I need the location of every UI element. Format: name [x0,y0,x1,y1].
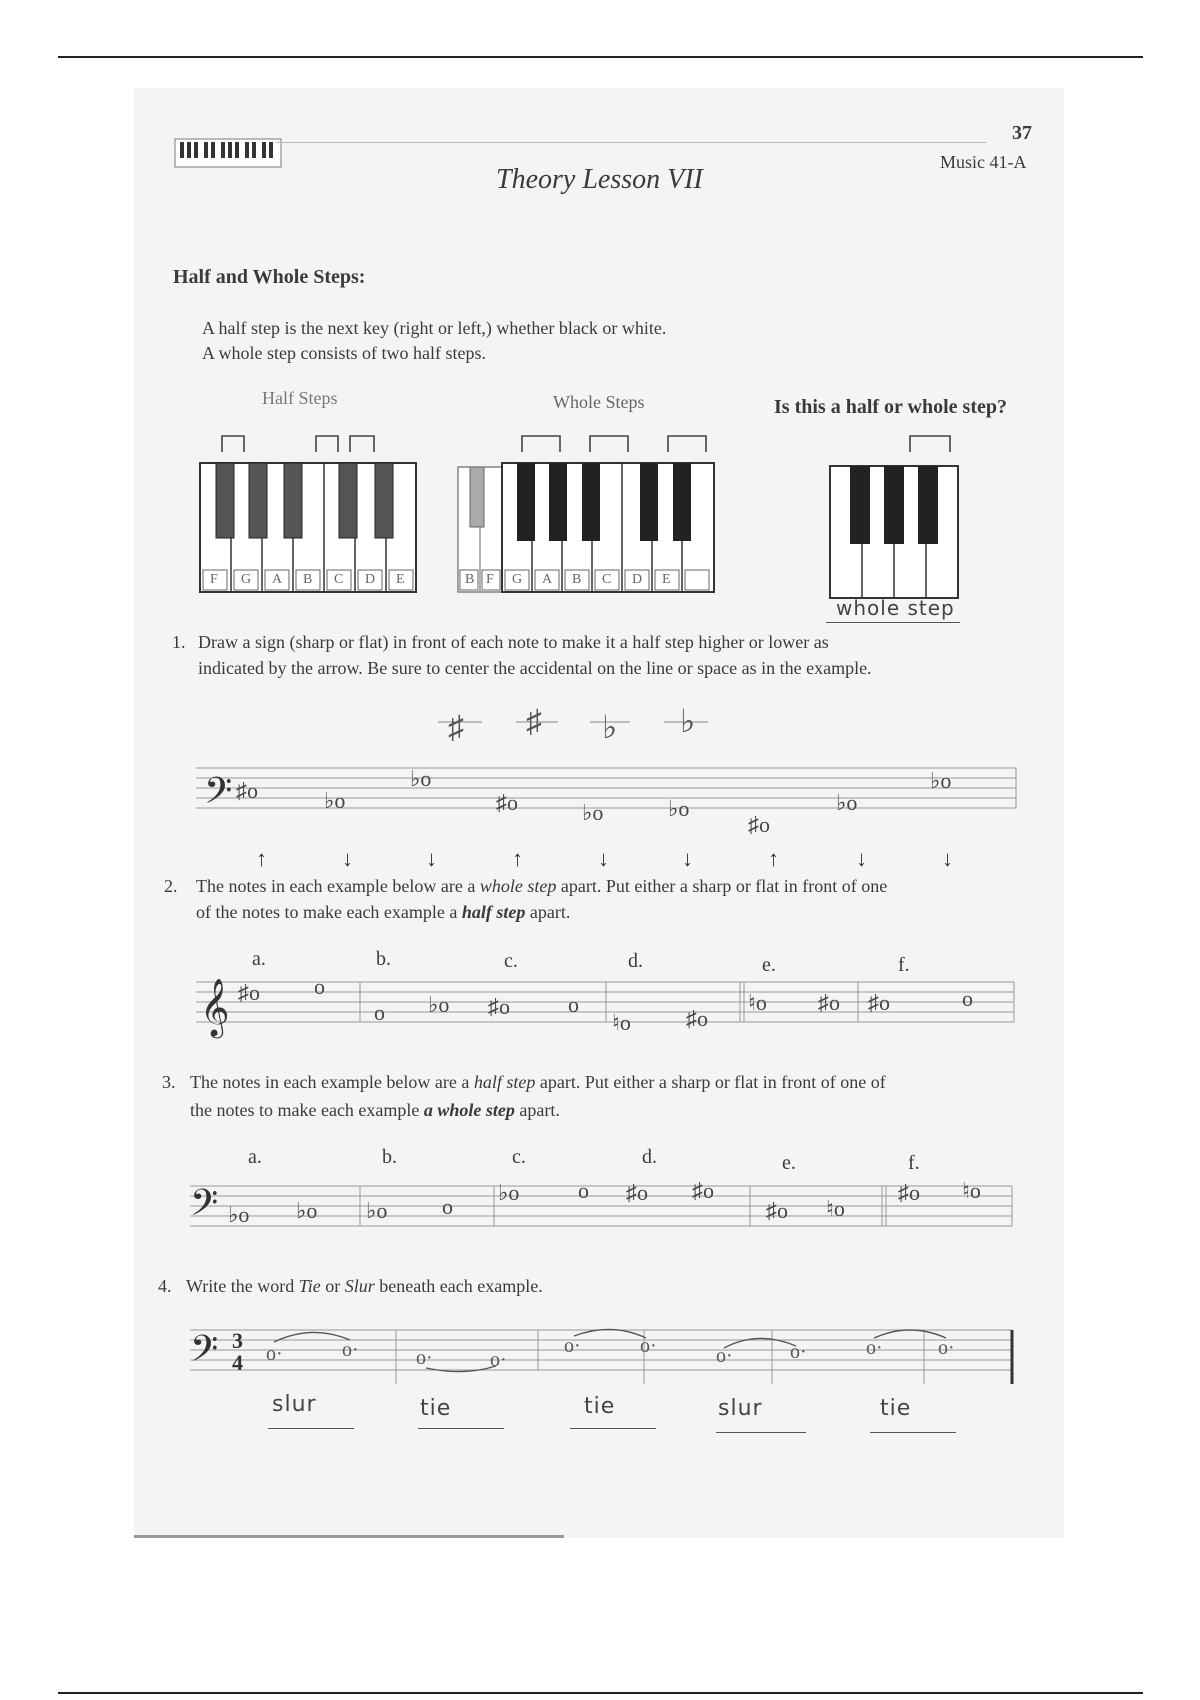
svg-text:♯o: ♯o [818,990,840,1015]
svg-text:♯o: ♯o [488,994,510,1019]
svg-text:↓: ↓ [426,846,437,871]
key-label: C [602,572,612,587]
svg-text:𝄢: 𝄢 [190,1329,219,1378]
svg-text:o·: o· [716,1345,733,1367]
svg-text:o·: o· [866,1337,883,1359]
exercise-2-line-2: of the notes to make each example a half step apart. [196,902,571,922]
svg-text:♭o: ♭o [498,1180,520,1205]
answer-3: tie [584,1394,616,1419]
step-question: Is this a half or whole step? [774,396,1007,418]
svg-text:𝄢: 𝄢 [204,771,233,820]
svg-text:♯o: ♯o [868,990,890,1015]
exercise-4-number: 4. [158,1276,172,1296]
exercise-4-staff [184,1310,1020,1390]
key-label: D [365,572,376,587]
svg-text:o·: o· [266,1343,283,1365]
exercise-1-number: 1. [172,632,186,652]
svg-text:♭: ♭ [602,709,618,745]
svg-text:o: o [314,974,325,999]
svg-text:o·: o· [564,1335,581,1357]
svg-text:♯o: ♯o [748,812,770,837]
svg-text:♯o: ♯o [686,1006,708,1031]
example-label: e. [762,954,776,976]
intro-line-2: A whole step consists of two half steps. [202,343,486,363]
svg-text:3: 3 [232,1328,243,1353]
section-heading: Half and Whole Steps: [173,266,366,288]
key-label: E [396,572,405,587]
svg-text:♭o: ♭o [228,1202,250,1227]
key-label: F [486,572,494,587]
svg-text:♯o: ♯o [626,1180,648,1205]
svg-text:o·: o· [342,1339,359,1361]
svg-text:o·: o· [938,1337,955,1359]
key-label: A [542,572,553,587]
svg-text:♭o: ♭o [836,790,858,815]
key-label: B [465,572,475,587]
svg-text:♭: ♭ [680,703,696,739]
answer-line [418,1428,504,1429]
key-label: D [632,572,643,587]
svg-text:↑: ↑ [768,846,779,871]
keyboard-logo-icon [174,138,284,170]
answer-underline [826,622,960,623]
page-number: 37 [1012,122,1032,144]
svg-text:♯o: ♯o [766,1198,788,1223]
exercise-1-staff [190,700,1020,880]
example-label: c. [504,950,518,972]
svg-text:♭o: ♭o [428,992,450,1017]
svg-text:o·: o· [790,1341,807,1363]
key-label: G [512,572,523,587]
answer-1: slur [272,1392,317,1417]
example-label: b. [382,1146,397,1168]
exercise-3-staff [184,1160,1020,1240]
svg-text:♭o: ♭o [296,1198,318,1223]
key-label: C [334,572,344,587]
svg-text:♭o: ♭o [324,788,346,813]
whole-steps-keyboard [454,430,736,596]
intro-line-1: A half step is the next key (right or left,) whether black or white. [202,318,667,338]
answer-line [716,1432,806,1433]
key-label: E [662,572,671,587]
key-label: B [572,572,582,587]
example-label: b. [376,948,391,970]
emphasis: half step [461,902,526,922]
exercise-2-number: 2. [164,876,178,896]
answer-5: tie [880,1396,912,1421]
emphasis: a whole step [423,1100,515,1120]
answer-line [870,1432,956,1433]
page-title: Theory Lesson VII [496,164,703,195]
svg-text:♮o: ♮o [748,990,767,1015]
svg-text:o: o [442,1194,453,1219]
svg-text:o·: o· [416,1347,433,1369]
question-keyboard [826,430,964,605]
example-label: c. [512,1146,526,1168]
svg-text:♮o: ♮o [962,1178,981,1203]
svg-text:♯o: ♯o [692,1178,714,1203]
exercise-3-line-1: The notes in each example below are a half step apart. Put either a sharp or flat in front of one of [190,1072,886,1092]
svg-text:𝄞: 𝄞 [200,979,230,1035]
exercise-3-number: 3. [162,1072,176,1092]
whole-steps-label: Whole Steps [553,392,645,412]
answer-line [268,1428,354,1429]
scan-edge [134,1535,564,1538]
top-rule [58,56,1143,58]
svg-text:o: o [568,992,579,1017]
emphasis: half step [473,1072,536,1092]
example-label: a. [248,1146,262,1168]
svg-text:♯o: ♯o [238,980,260,1005]
svg-text:𝄢: 𝄢 [190,1183,219,1232]
svg-text:↓: ↓ [598,846,609,871]
svg-text:↑: ↑ [512,846,523,871]
example-label: a. [252,948,266,970]
exercise-2-line-1: The notes in each example below are a whole step apart. Put either a sharp or flat in front of one [196,876,888,896]
svg-text:♮o: ♮o [826,1196,845,1221]
key-label: G [241,572,252,587]
svg-text:4: 4 [232,1350,243,1375]
svg-text:♯o: ♯o [236,778,258,803]
key-label: B [303,572,313,587]
svg-text:o·: o· [640,1335,657,1357]
slur-word: Slur [344,1276,375,1296]
svg-text:↓: ↓ [856,846,867,871]
example-label: d. [628,950,643,972]
tie-word: Tie [298,1276,321,1296]
exercise-1-line-2: indicated by the arrow. Be sure to center the accidental on the line or space as in the example. [198,658,872,678]
svg-text:♯o: ♯o [898,1180,920,1205]
header-line [276,142,986,143]
half-steps-label: Half Steps [262,388,338,408]
svg-text:♯o: ♯o [496,790,518,815]
svg-text:↓: ↓ [342,846,353,871]
svg-text:↑: ↑ [256,846,267,871]
example-label: f. [908,1152,920,1174]
svg-text:↓: ↓ [942,846,953,871]
svg-text:♭o: ♭o [410,766,432,791]
answer-4: slur [718,1396,763,1421]
svg-text:o: o [578,1178,589,1203]
exercise-1-line-1: Draw a sign (sharp or flat) in front of each note to make it a half step higher or lower as [198,632,829,652]
course-code: Music 41-A [940,152,1027,172]
svg-text:♯: ♯ [448,709,464,745]
svg-text:o: o [962,986,973,1011]
example-label: e. [782,1152,796,1174]
question-answer: whole step [836,596,955,620]
svg-text:♮o: ♮o [612,1010,631,1035]
answer-2: tie [420,1396,452,1421]
svg-text:♭o: ♭o [582,800,604,825]
exercise-3-line-2: the notes to make each example a whole step apart. [190,1100,560,1120]
exercise-2-staff [190,960,1020,1040]
bottom-rule [58,1692,1143,1694]
svg-text:♭o: ♭o [668,796,690,821]
svg-text:♯: ♯ [526,703,542,739]
exercise-4-instruction: Write the word Tie or Slur beneath each example. [186,1276,543,1296]
svg-text:↓: ↓ [682,846,693,871]
key-label: A [272,572,283,587]
answer-line [570,1428,656,1429]
example-label: f. [898,954,910,976]
example-label: d. [642,1146,657,1168]
svg-text:o: o [374,1000,385,1025]
svg-text:♭o: ♭o [930,768,952,793]
svg-text:♭o: ♭o [366,1198,388,1223]
key-label: F [210,572,218,587]
svg-text:o·: o· [490,1349,507,1371]
emphasis: whole step [479,876,557,896]
